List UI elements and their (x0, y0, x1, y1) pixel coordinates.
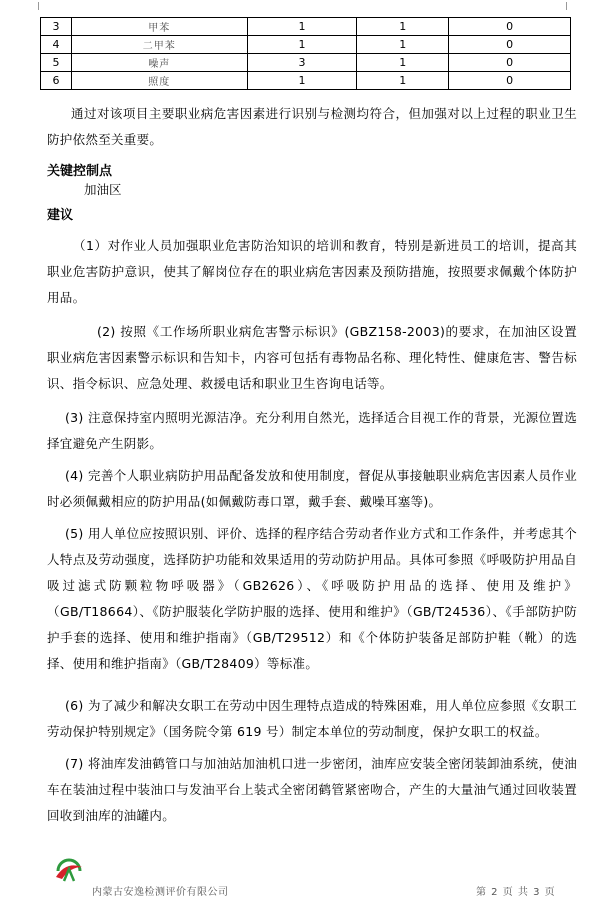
cell-value: 1 (357, 72, 449, 90)
key-control-heading: 关键控制点 (47, 164, 113, 179)
cell-value: 1 (357, 54, 449, 72)
suggestion-item-4: (4) 完善个人职业病防护用品配备发放和使用制度，督促从事接触职业病危害因素人员作业时必须佩戴相应的防护用品(如佩戴防毒口罩，戴手套、戴噪耳塞等)。 (47, 468, 577, 509)
table-row (41, 18, 571, 36)
suggestion-item-1: （1）对作业人员加强职业危害防治知识的培训和教育，特别是新进员工的培训，提高其职业危害防护意识，使其了解岗位存在的职业病危害因素及预防措施，按照要求佩戴个体防护用品。 (47, 238, 577, 305)
row-number: 5 (41, 54, 72, 72)
table-row (41, 54, 571, 72)
cell-value: 0 (449, 54, 571, 72)
cell-value: 1 (247, 18, 357, 36)
suggestion-item-5: (5) 用人单位应按照识别、评价、选择的程序结合劳动者作业方式和工作条件，并考虑其个人特点及劳动强度，选择防护功能和效果适用的劳动防护用品。具体可参照《呼吸防护用品自吸过滤式防颗粒物呼吸器》（GB2626）、《呼吸防护用品的选择、使用及维护》（GB/T18664）、《防护服装化学防护服的选择、使用和维护》（GB/T24536）、《手部防护防护手套的选择、使用和维护指南》（GB/T29512）和《个体防护装备足部防护鞋（靴）的选择、使用和维护指南》（GB/T28409）等标准。 (47, 526, 577, 671)
hazard-factor-table (40, 17, 571, 90)
cell-value: 1 (357, 36, 449, 54)
hazard-name: 照度 (71, 72, 247, 90)
row-number: 4 (41, 36, 72, 54)
footer-page-number: 第 2 页 共 3 页 (476, 887, 555, 898)
hazard-name: 噪声 (71, 54, 247, 72)
suggestion-item-6: (6) 为了减少和解决女职工在劳动中因生理特点造成的特殊困难，用人单位应参照《女职工劳动保护特别规定》（国务院令第 619 号）制定本单位的劳动制度，保护女职工的权益。 (47, 698, 577, 739)
row-number: 6 (41, 72, 72, 90)
cell-value: 3 (247, 54, 357, 72)
page-corner-mark (566, 2, 575, 10)
table-row (41, 72, 571, 90)
cell-value: 1 (357, 18, 449, 36)
company-logo-icon (52, 855, 86, 883)
key-control-item: 加油区 (84, 182, 122, 197)
cell-value: 1 (247, 36, 357, 54)
row-number: 3 (41, 18, 72, 36)
page-corner-mark (30, 2, 39, 10)
suggestion-item-3: (3) 注意保持室内照明光源洁净。充分利用自然光，选择适合目视工作的背景，光源位置选择宜避免产生阴影。 (47, 410, 577, 451)
table-row (41, 36, 571, 54)
footer-company-name: 内蒙古安逸检测评价有限公司 (92, 887, 229, 898)
suggestion-item-2: (2) 按照《工作场所职业病危害警示标识》(GBZ158-2003)的要求，在加油区设置职业病危害因素警示标识和告知卡，内容可包括有毒物品名称、理化特性、健康危害、警告标识、指令标识、应急处理、救援电话和职业卫生咨询电话等。 (47, 324, 577, 391)
cell-value: 0 (449, 36, 571, 54)
hazard-name: 甲苯 (71, 18, 247, 36)
suggestion-item-7: (7) 将油库发油鹤管口与加油站加油机口进一步密闭，油库应安装全密闭装卸油系统，使油车在装油过程中装油口与发油平台上装式全密闭鹤管紧密吻合，产生的大量油气通过回收装置回收到油库的油罐内。 (47, 756, 577, 823)
hazard-name: 二甲苯 (71, 36, 247, 54)
cell-value: 1 (247, 72, 357, 90)
cell-value: 0 (449, 72, 571, 90)
cell-value: 0 (449, 18, 571, 36)
suggestions-heading: 建议 (47, 208, 74, 223)
summary-paragraph: 通过对该项目主要职业病危害因素进行识别与检测均符合，但加强对以上过程的职业卫生防护依然至关重要。 (47, 106, 577, 147)
